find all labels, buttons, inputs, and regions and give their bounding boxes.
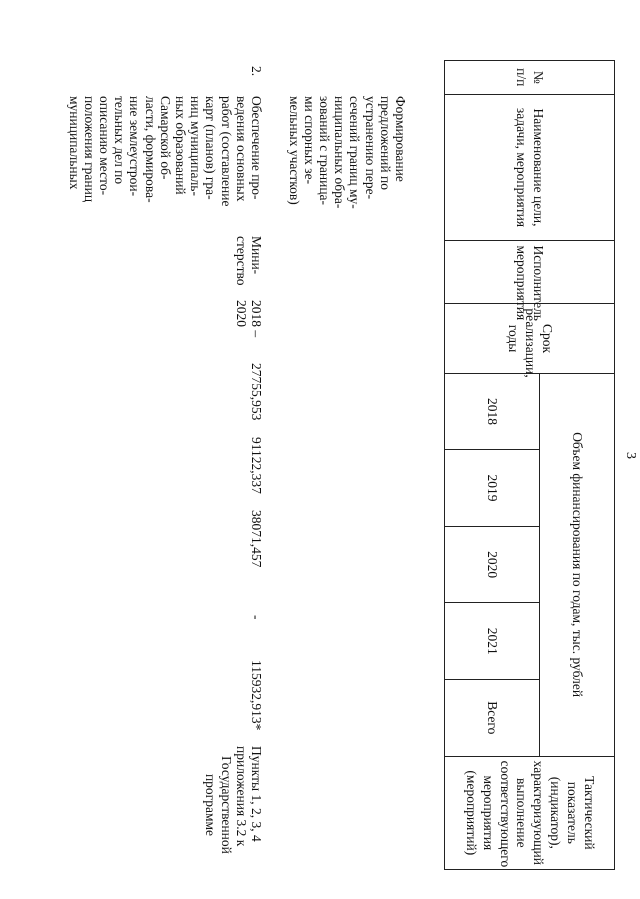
row2-name-line: положения границ (81, 96, 97, 203)
header-executor: Исполнитель мероприятия (445, 241, 615, 304)
header-indicator: Тактический показатель (индикатор), характеризующий выполнение соответствующего мероприятия (мероприятий) (445, 756, 615, 869)
row2-name-line: ведения основных (233, 96, 249, 202)
row2-name-line: тельных дел по (112, 96, 128, 185)
row2-name-line: карт (планов) гра- (203, 96, 219, 200)
row1-name-line: устранению пере- (362, 96, 378, 200)
row2-executor (234, 236, 264, 294)
row2-indicator-line: приложения 3.2 к (233, 746, 249, 847)
row2-name (66, 96, 264, 228)
row1-name-line: Формирование (393, 96, 408, 182)
row1-name-line: сечений границ му- (347, 96, 363, 209)
row2-num: 2. (249, 66, 264, 77)
header-2018: 2018 (445, 373, 540, 450)
row2-2021: - (249, 615, 264, 620)
row2-indicator-line: Пункты 1, 2, 3, 4 (249, 746, 264, 842)
row2-total: 115932,913* (249, 660, 264, 731)
table-header-row (540, 61, 615, 870)
row2-name-line: ниц муниципаль- (188, 96, 204, 196)
row2-name-line: описанию место- (96, 96, 112, 196)
row1-name (286, 96, 408, 228)
row2-2018: 27755,953 (249, 363, 264, 421)
row2-name-line: Обеспечение про- (249, 96, 264, 200)
row2-indicator (203, 746, 264, 864)
row2-executor-line: Мини- (249, 236, 264, 275)
header-funding: Объем финансирования по годам, тыс. рублей (540, 373, 615, 756)
header-term: Срок реализации, годы (445, 304, 615, 373)
row2-name-line: ние землеустрои- (127, 96, 143, 197)
row2-indicator-line: Государственной (218, 756, 234, 854)
header-total: Всего (445, 680, 540, 757)
header-num: № п/п (445, 61, 615, 95)
row1-name-line: ниципальных обра- (332, 96, 348, 209)
row2-executor-line: стерство (233, 236, 249, 286)
row1-name-line: мельных участков) (286, 96, 302, 205)
row2-term-line: 2020 (233, 300, 249, 327)
row2-2019: 91122,337 (249, 437, 264, 494)
header-2021: 2021 (445, 603, 540, 680)
page-number: 3 (623, 452, 638, 459)
row1-name-line: зований с граница- (316, 96, 332, 206)
row1-name-line: предложений по (377, 96, 393, 190)
row1-name-line: ми спорных зе- (301, 96, 317, 185)
funding-table (444, 60, 615, 870)
header-2019: 2019 (445, 450, 540, 527)
row2-name-line: Самарской об- (157, 96, 173, 180)
row2-2020: 38071,457 (249, 510, 264, 568)
row2-name-line: работ (составление (218, 96, 234, 207)
row2-name-line: муниципальных (66, 96, 82, 190)
header-name: Наименование цели, задачи, мероприятия (445, 94, 615, 241)
row2-term (234, 300, 264, 362)
row2-term-line: 2018 – (249, 300, 264, 338)
row2-name-line: ных образований (172, 96, 188, 195)
header-2020: 2020 (445, 526, 540, 603)
row2-indicator-line: программе (203, 773, 219, 837)
row2-name-line: ласти, формирова- (142, 96, 158, 203)
